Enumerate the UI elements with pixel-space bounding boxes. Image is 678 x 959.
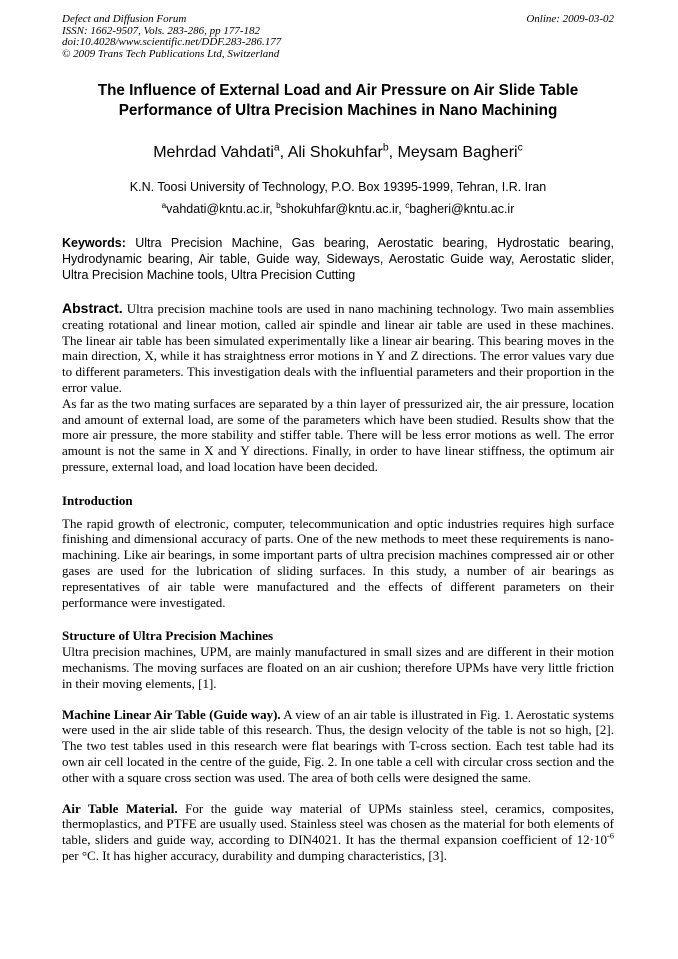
emails: $^a$vahdati@kntu.ac.ir, $^b$shokuhfar@kntu.ac.ir, $^c$bagheri@kntu.ac.ir — [161, 200, 515, 216]
email-mark: a — [161, 200, 167, 210]
abstract — [62, 301, 614, 475]
material-section — [62, 801, 614, 864]
keywords-text: Ultra Precision Machine, Gas bearing, Aerostatic bearing, Hydrostatic bearing, Hydrodynamic bearing, Air table, Guide way, Sideways, Aerostatic Guide way, Aerostatic slider, Ultra Precision Machine tools, Ultra Precision Cutting — [62, 236, 614, 282]
paragraph: For the guide way material of UPMs stainless steel, ceramics, composites, thermoplastics, and PTFE are usually used. Stainless steel was chosen as the material for both elements of table, sliders and guide way, according to DIN4021. It has the thermal expansion coefficient of 12·10 — [62, 800, 614, 848]
paragraph-heading: Air Table Material. — [62, 800, 178, 816]
abstract-label: Abstract. — [62, 300, 123, 316]
email: vahdati@kntu.ac.ir — [166, 202, 270, 216]
paragraph: per °C. It has higher accuracy, durability and dumping characteristics, [3]. — [62, 847, 447, 863]
keywords — [62, 235, 614, 283]
email-mark: b — [276, 200, 281, 210]
paragraph-heading: Machine Linear Air Table (Guide way). — [62, 706, 281, 722]
author: Meysam Bagheri — [397, 144, 518, 161]
abstract-paragraph: As far as the two mating surfaces are separated by a thin layer of pressurized air, the air pressure, location and amount of external load, are some of the parameters which have been studied. Results show that the more air pressure, the more stability and stiffer table. There will be less error motions as well. The error amount is not the same in X and Y directions. Finally, in order to have linear stiffness, the optimum air pressure, external load, and load location have been decided. — [62, 395, 614, 474]
abstract-paragraph: Ultra precision machine tools are used in nano machining technology. Two main assemblies creating rotational and linear motion, called air spindle and linear air table are used in these machines. The linear air table has been simulated experimentally like a linear air bearing. This bearing moves in the main direction, X, while it has straightness error motions in Y and Z directions. The error values vary due to different parameters. This investigation deals with the influential parameters and their proportion in the error value. — [62, 301, 615, 395]
introduction-section — [62, 493, 614, 611]
keywords-label: Keywords: — [62, 236, 126, 250]
email: bagheri@kntu.ac.ir — [409, 202, 515, 216]
paper-title — [62, 81, 614, 121]
email: shokuhfar@kntu.ac.ir — [280, 202, 399, 216]
journal-name: Defect and Diffusion Forum — [62, 13, 187, 25]
authors: Mehrdad Vahdati$^a$, Ali Shokuhfar$^b$, Meysam Bagheri$^c$ — [153, 142, 523, 161]
exponent: -6 — [606, 830, 614, 841]
issn: ISSN: 1662-9507, Vols. 283-286, pp 177-182 — [62, 24, 260, 37]
copyright: © 2009 Trans Tech Publications Ltd, Switzerland — [62, 47, 280, 60]
affiliation: K.N. Toosi University of Technology, P.O. Box 19395-1999, Tehran, I.R. Iran — [129, 180, 547, 194]
author: Mehrdad Vahdati — [153, 144, 274, 161]
section-heading: Introduction — [62, 492, 133, 508]
author-mark: c — [517, 142, 523, 154]
section-heading: Structure of Ultra Precision Machines — [62, 628, 274, 644]
doi: doi:10.4028/www.scientific.net/DDF.283-286.177 — [62, 36, 282, 48]
title-line: Performance of Ultra Precision Machines in Nano Machining — [118, 102, 558, 119]
email-mark: c — [405, 200, 410, 210]
paragraph: The rapid growth of electronic, computer, telecommunication and optic industries requires high surface finishing and dimensional accuracy of parts. One of the new methods to meet these requirements is nano-machining. Like air bearings, in some important parts of ultra precision machines compressed air or other gases are used for the lubrication of sliding surfaces. In this study, a number of air bearings as representatives of air table were manufactured and the effects of different parameters on their performance were investigated. — [62, 515, 614, 610]
paragraph: Ultra precision machines, UPM, are mainly manufactured in small sizes and are different in their motion mechanisms. The moving surfaces are floated on an air cushion; therefore UPMs have very little friction in their moving elements, [1]. — [62, 644, 614, 691]
linear-table-section — [62, 707, 614, 786]
author: Ali Shokuhfar — [287, 144, 383, 161]
title-line: The Influence of External Load and Air Pressure on Air Slide Table — [97, 82, 579, 99]
author-mark: a — [273, 142, 280, 154]
online-date: Online: 2009-03-02 — [526, 13, 614, 25]
paragraph: A view of an air table is illustrated in Fig. 1. Aerostatic systems were used in the air slide table of this research. Thus, the design velocity of the table is not so high, [2]. The two test tables used in this research were flat bearings with T-cross section. Each test table had its own air cell located in the centre of the guide, Fig. 2. In one table a cell with circular cross section and the other with a square cross section was used. The area of both cells were designed the same. — [62, 706, 614, 785]
author-mark: b — [382, 142, 389, 154]
structure-section — [62, 628, 614, 691]
